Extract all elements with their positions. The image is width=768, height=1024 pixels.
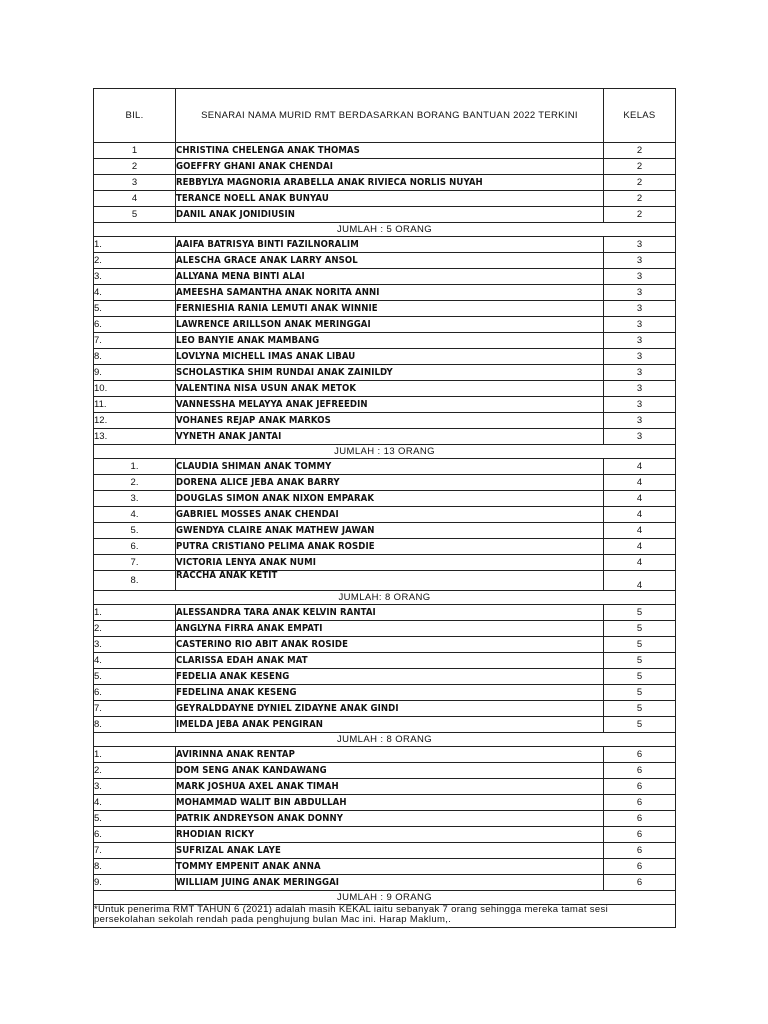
class-level: 4 — [604, 539, 676, 555]
student-list-table — [93, 88, 676, 928]
class-level: 4 — [604, 507, 676, 523]
class-level: 5 — [604, 637, 676, 653]
student-name: PATRIK ANDREYSON ANAK DONNY — [176, 811, 604, 827]
student-name: MARK JOSHUA AXEL ANAK TIMAH — [176, 779, 604, 795]
footnote-line-2: persekolahan sekolah rendah pada penghujung bulan Mac ini. Harap Maklum,. — [94, 913, 452, 925]
class-level: 5 — [604, 669, 676, 685]
row-number: 5 — [94, 207, 176, 223]
student-name: TERANCE NOELL ANAK BUNYAU — [176, 191, 604, 207]
table-row — [94, 779, 676, 795]
table-row — [94, 539, 676, 555]
row-number: 8. — [94, 859, 176, 875]
table-header-row — [94, 89, 676, 143]
student-name: MOHAMMAD WALIT BIN ABDULLAH — [176, 795, 604, 811]
table-row — [94, 397, 676, 413]
student-name: RHODIAN RICKY — [176, 827, 604, 843]
row-number: 6. — [94, 317, 176, 333]
row-number: 1. — [94, 747, 176, 763]
row-number: 4. — [94, 507, 176, 523]
class-level: 3 — [604, 237, 676, 253]
group-total-row — [94, 445, 676, 459]
table-row — [94, 653, 676, 669]
row-number: 6. — [94, 539, 176, 555]
table-row — [94, 333, 676, 349]
group-total: JUMLAH: 8 ORANG — [94, 591, 676, 605]
row-number: 8. — [94, 571, 176, 591]
row-number: 7. — [94, 701, 176, 717]
student-name: ANGLYNA FIRRA ANAK EMPATI — [176, 621, 604, 637]
row-number: 2. — [94, 253, 176, 269]
class-level: 6 — [604, 795, 676, 811]
class-level: 4 — [604, 459, 676, 475]
row-number: 7. — [94, 843, 176, 859]
student-name: PUTRA CRISTIANO PELIMA ANAK ROSDIE — [176, 539, 604, 555]
header-title: SENARAI NAMA MURID RMT BERDASARKAN BORANG BANTUAN 2022 TERKINI — [176, 89, 604, 143]
row-number: 1. — [94, 605, 176, 621]
row-number: 1 — [94, 143, 176, 159]
student-name: GOEFFRY GHANI ANAK CHENDAI — [176, 159, 604, 175]
group-total: JUMLAH : 5 ORANG — [94, 223, 676, 237]
table-row — [94, 269, 676, 285]
class-level: 4 — [604, 491, 676, 507]
class-level: 3 — [604, 333, 676, 349]
table-row — [94, 381, 676, 397]
row-number: 3. — [94, 269, 176, 285]
student-name: IMELDA JEBA ANAK PENGIRAN — [176, 717, 604, 733]
row-number: 2. — [94, 621, 176, 637]
class-level: 5 — [604, 685, 676, 701]
student-name: ALLYANA MENA BINTI ALAI — [176, 269, 604, 285]
table-row — [94, 875, 676, 891]
class-level: 2 — [604, 175, 676, 191]
student-name: VYNETH ANAK JANTAI — [176, 429, 604, 445]
student-name: CLARISSA EDAH ANAK MAT — [176, 653, 604, 669]
class-level: 3 — [604, 285, 676, 301]
row-number: 12. — [94, 413, 176, 429]
class-level: 5 — [604, 621, 676, 637]
class-level: 6 — [604, 811, 676, 827]
table-row — [94, 685, 676, 701]
student-name: AMEESHA SAMANTHA ANAK NORITA ANNI — [176, 285, 604, 301]
group-total: JUMLAH : 13 ORANG — [94, 445, 676, 459]
header-bil: BIL. — [94, 89, 176, 143]
student-name: RACCHA ANAK KETIT — [176, 571, 604, 591]
student-name: DOM SENG ANAK KANDAWANG — [176, 763, 604, 779]
student-name: DANIL ANAK JONIDIUSIN — [176, 207, 604, 223]
class-level: 3 — [604, 413, 676, 429]
student-name: CLAUDIA SHIMAN ANAK TOMMY — [176, 459, 604, 475]
row-number: 7. — [94, 333, 176, 349]
table-row — [94, 621, 676, 637]
class-level: 3 — [604, 397, 676, 413]
row-number: 5. — [94, 669, 176, 685]
table-row — [94, 491, 676, 507]
table-row — [94, 365, 676, 381]
table-row — [94, 717, 676, 733]
class-level: 5 — [604, 717, 676, 733]
row-number: 6. — [94, 685, 176, 701]
student-name: ALESCHA GRACE ANAK LARRY ANSOL — [176, 253, 604, 269]
row-number: 4. — [94, 653, 176, 669]
student-name: WILLIAM JUING ANAK MERINGGAI — [176, 875, 604, 891]
student-name: GWENDYA CLAIRE ANAK MATHEW JAWAN — [176, 523, 604, 539]
table-row — [94, 413, 676, 429]
table-row — [94, 827, 676, 843]
student-name: VALENTINA NISA USUN ANAK METOK — [176, 381, 604, 397]
table-row — [94, 475, 676, 491]
class-level: 2 — [604, 143, 676, 159]
class-level: 4 — [604, 571, 676, 591]
table-row — [94, 523, 676, 539]
class-level: 6 — [604, 747, 676, 763]
student-name: FERNIESHIA RANIA LEMUTI ANAK WINNIE — [176, 301, 604, 317]
class-level: 3 — [604, 269, 676, 285]
student-name: DOUGLAS SIMON ANAK NIXON EMPARAK — [176, 491, 604, 507]
student-name: VOHANES REJAP ANAK MARKOS — [176, 413, 604, 429]
table-row — [94, 669, 676, 685]
row-number: 9. — [94, 875, 176, 891]
row-number: 2. — [94, 475, 176, 491]
row-number: 1. — [94, 459, 176, 475]
row-number: 11. — [94, 397, 176, 413]
table-row — [94, 237, 676, 253]
row-number: 3. — [94, 779, 176, 795]
row-number: 3 — [94, 175, 176, 191]
class-level: 6 — [604, 843, 676, 859]
class-level: 6 — [604, 779, 676, 795]
student-name: ALESSANDRA TARA ANAK KELVIN RANTAI — [176, 605, 604, 621]
row-number: 2 — [94, 159, 176, 175]
class-level: 5 — [604, 653, 676, 669]
student-name: SCHOLASTIKA SHIM RUNDAI ANAK ZAINILDY — [176, 365, 604, 381]
class-level: 6 — [604, 859, 676, 875]
class-level: 3 — [604, 365, 676, 381]
table-row — [94, 859, 676, 875]
row-number: 1. — [94, 237, 176, 253]
student-name: GABRIEL MOSSES ANAK CHENDAI — [176, 507, 604, 523]
group-total-row — [94, 891, 676, 905]
table-row — [94, 159, 676, 175]
table-row — [94, 701, 676, 717]
class-level: 2 — [604, 159, 676, 175]
footnote — [94, 905, 676, 928]
row-number: 3. — [94, 491, 176, 507]
table-row — [94, 747, 676, 763]
row-number: 8. — [94, 349, 176, 365]
class-level: 2 — [604, 191, 676, 207]
row-number: 4 — [94, 191, 176, 207]
student-name: LOVLYNA MICHELL IMAS ANAK LIBAU — [176, 349, 604, 365]
student-name: VICTORIA LENYA ANAK NUMI — [176, 555, 604, 571]
student-name: AAIFA BATRISYA BINTI FAZILNORALIM — [176, 237, 604, 253]
class-level: 4 — [604, 475, 676, 491]
student-name: TOMMY EMPENIT ANAK ANNA — [176, 859, 604, 875]
student-name: LAWRENCE ARILLSON ANAK MERINGGAI — [176, 317, 604, 333]
table-row — [94, 253, 676, 269]
row-number: 3. — [94, 637, 176, 653]
student-name: GEYRALDDAYNE DYNIEL ZIDAYNE ANAK GINDI — [176, 701, 604, 717]
table-body — [94, 89, 676, 928]
table-row — [94, 429, 676, 445]
row-number: 7. — [94, 555, 176, 571]
table-row — [94, 795, 676, 811]
table-row — [94, 507, 676, 523]
class-level: 4 — [604, 523, 676, 539]
student-name: AVIRINNA ANAK RENTAP — [176, 747, 604, 763]
row-number: 8. — [94, 717, 176, 733]
class-level: 3 — [604, 349, 676, 365]
class-level: 3 — [604, 301, 676, 317]
table-row — [94, 285, 676, 301]
class-level: 6 — [604, 763, 676, 779]
table-row — [94, 459, 676, 475]
student-name: SUFRIZAL ANAK LAYE — [176, 843, 604, 859]
table-row — [94, 637, 676, 653]
table-row — [94, 605, 676, 621]
student-name: CASTERINO RIO ABIT ANAK ROSIDE — [176, 637, 604, 653]
group-total-row — [94, 223, 676, 237]
table-row — [94, 301, 676, 317]
row-number: 4. — [94, 285, 176, 301]
class-level: 6 — [604, 875, 676, 891]
footnote-row — [94, 905, 676, 928]
class-level: 3 — [604, 429, 676, 445]
student-name: VANNESSHA MELAYYA ANAK JEFREEDIN — [176, 397, 604, 413]
group-total-row — [94, 591, 676, 605]
table-row — [94, 843, 676, 859]
footnote-line-1: *Untuk penerima RMT TAHUN 6 (2021) adalah masih KEKAL iaitu sebanyak 7 orang sehingga mereka tamat sesi — [94, 904, 609, 915]
student-name: DORENA ALICE JEBA ANAK BARRY — [176, 475, 604, 491]
class-level: 4 — [604, 555, 676, 571]
row-number: 5. — [94, 523, 176, 539]
class-level: 3 — [604, 317, 676, 333]
class-level: 5 — [604, 701, 676, 717]
row-number: 5. — [94, 301, 176, 317]
student-name: FEDELIA ANAK KESENG — [176, 669, 604, 685]
table-row — [94, 811, 676, 827]
student-name: LEO BANYIE ANAK MAMBANG — [176, 333, 604, 349]
row-number: 2. — [94, 763, 176, 779]
table-row — [94, 349, 676, 365]
table-row — [94, 143, 676, 159]
student-name: CHRISTINA CHELENGA ANAK THOMAS — [176, 143, 604, 159]
student-name: REBBYLYA MAGNORIA ARABELLA ANAK RIVIECA NORLIS NUYAH — [176, 175, 604, 191]
class-level: 2 — [604, 207, 676, 223]
table-row — [94, 191, 676, 207]
table-row — [94, 175, 676, 191]
table-row — [94, 571, 676, 591]
group-total-row — [94, 733, 676, 747]
row-number: 4. — [94, 795, 176, 811]
class-level: 5 — [604, 605, 676, 621]
row-number: 9. — [94, 365, 176, 381]
header-kelas: KELAS — [604, 89, 676, 143]
table-row — [94, 207, 676, 223]
group-total: JUMLAH : 9 ORANG — [94, 891, 676, 905]
table-row — [94, 317, 676, 333]
row-number: 6. — [94, 827, 176, 843]
class-level: 3 — [604, 253, 676, 269]
row-number: 13. — [94, 429, 176, 445]
row-number: 10. — [94, 381, 176, 397]
row-number: 5. — [94, 811, 176, 827]
class-level: 6 — [604, 827, 676, 843]
student-name: FEDELINA ANAK KESENG — [176, 685, 604, 701]
table-row — [94, 555, 676, 571]
table-row — [94, 763, 676, 779]
group-total: JUMLAH : 8 ORANG — [94, 733, 676, 747]
class-level: 3 — [604, 381, 676, 397]
